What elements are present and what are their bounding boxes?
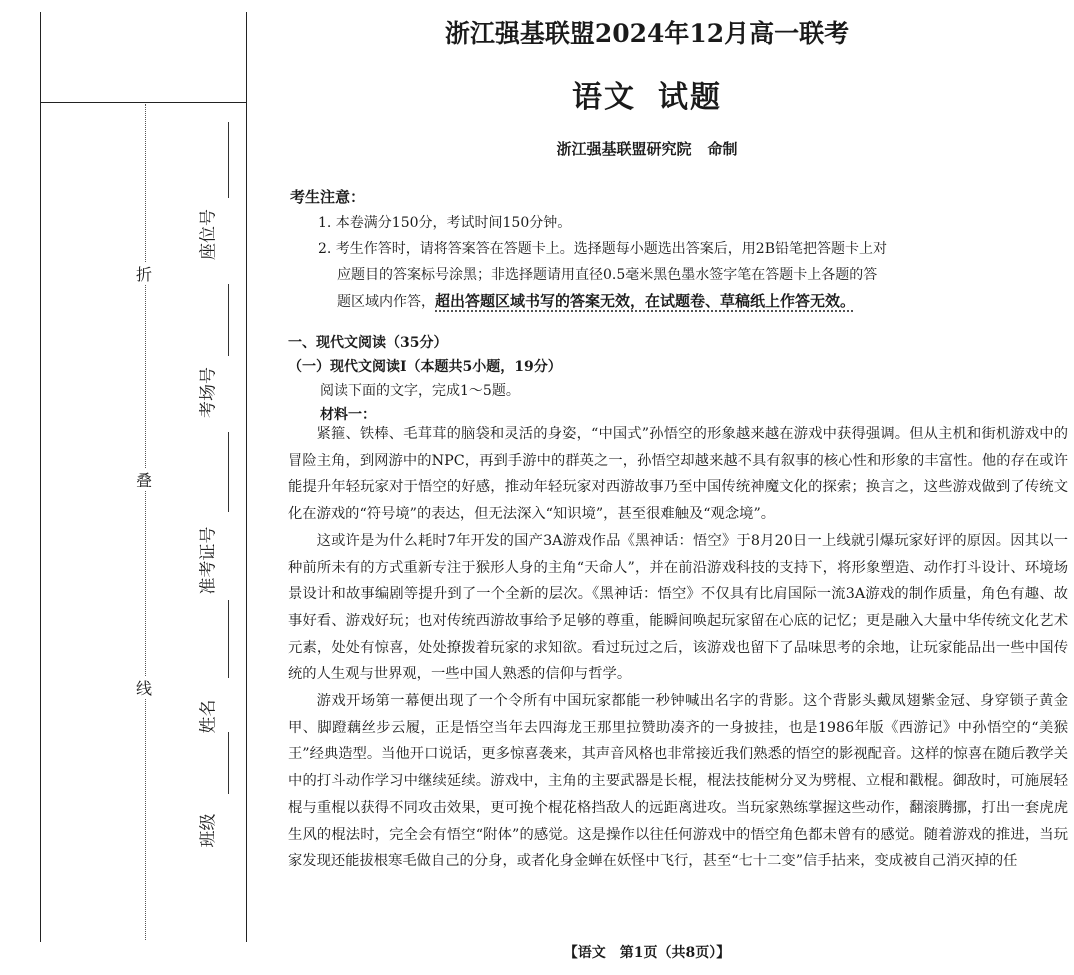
material-label: 材料一： bbox=[320, 407, 376, 423]
paragraph-1: 紧箍、铁棒、毛茸茸的脑袋和灵活的身姿，“中国式”孙悟空的形象越来越在游戏中获得强调。但从主机和街机游戏中的冒险主角，到网游中的NPC，再到手游中的群英之一，孙悟空却越来越不具有叙事的核心性和形象的丰富性。他的存在或许能提升年轻玩家对于悟空的好感，推动年轻玩家对西游故事乃至中国传统神魔文化的探索；换言之，这些游戏做到了传统文化在游戏的“符号境”的表达，但无法深入“知识境”，甚至很难触及“观念境”。 bbox=[288, 426, 1068, 523]
margin-top-rule bbox=[40, 102, 246, 103]
passage-body bbox=[288, 421, 1068, 875]
subject-type: 试题 bbox=[658, 80, 722, 115]
notice-item-2-line-2: 应题目的答案标号涂黑；非选择题请用直径0.5毫米黑色墨水签字笔在答题卡上各题的答 bbox=[337, 267, 878, 283]
notice-item-1: 1. 本卷满分150分，考试时间150分钟。 bbox=[318, 215, 572, 231]
fold-char-3: 线 bbox=[136, 676, 152, 699]
notice-emphasis: 超出答题区域书写的答案无效，在试题卷、草稿纸上作答无效。 bbox=[435, 292, 856, 310]
paragraph-3: 游戏开场第一幕便出现了一个令所有中国玩家都能一秒钟喊出名字的背影。这个背影头戴凤翅紫金冠、身穿锁子黄金甲、脚蹬藕丝步云履，正是悟空当年去四海龙王那里拉赞助凑齐的一身披挂，也是1986年版《西游记》中孙悟空的“美猴王”经典造型。当他开口说话，更多惊喜袭来，其声音风格也非常接近我们熟悉的悟空的影视配音。这样的惊喜在随后教学关中的打斗动作学习中继续延续。游戏中，主角的主要武器是长棍，棍法技能树分叉为劈棍、立棍和戳棍。御敌时，可施展轻棍与重棍以获得不同攻击效果，更可挽个棍花格挡敌人的远距离进攻。当玩家熟练掌握这些动作，翻滚腾挪，打出一套虎虎生风的棍法时，完全会有悟空“附体”的感觉。这是操作以往任何游戏中的悟空角色都未曾有的感觉。随着游戏的推进，当玩家发现还能拔根寒毛做自己的分身，或者化身金蝉在妖怪中飞行，甚至“七十二变”信手拈来，变成被自己消灭掉的任 bbox=[288, 693, 1068, 870]
page-footer: 【语文 第1页（共8页）】 bbox=[563, 945, 731, 961]
class-line[interactable] bbox=[228, 732, 229, 794]
room-number-label: 考场号 bbox=[198, 367, 219, 418]
author-role: 命制 bbox=[707, 140, 738, 158]
subject-name: 语文 bbox=[572, 80, 636, 115]
fold-char-1: 折 bbox=[136, 262, 152, 285]
class-label: 班级 bbox=[198, 813, 219, 848]
author-org: 浙江强基联盟研究院 bbox=[556, 140, 692, 158]
exam-title: 浙江强基联盟2024年12月高一联考 bbox=[444, 19, 850, 48]
notice-item-2-text: 题区域内作答， bbox=[337, 294, 435, 310]
seat-number-label: 座位号 bbox=[198, 209, 219, 260]
fold-char-2: 叠 bbox=[136, 468, 152, 491]
exam-id-label: 准考证号 bbox=[198, 526, 219, 595]
paragraph-2: 这或许是为什么耗时7年开发的国产3A游戏作品《黑神话：悟空》于8月20日一上线就引爆玩家好评的原因。因其以一种前所未有的方式重新专注于猴形人身的主角“天命人”，并在前沿游戏科技的支持下，将形象塑造、动作打斗设计、环境场景设计和故事编剧等提升到了一个全新的层次。《黑神话：悟空》不仅具有比肩国际一流3A游戏的制作质量，角色有趣、故事好看、游戏好玩；也对传统西游故事给予足够的尊重，能瞬间唤起玩家留在心底的记忆；更是融入大量中华传统文化艺术元素，处处有惊喜，处处撩拨着玩家的求知欲。看过玩过之后，该游戏也留下了品味思考的余地，让玩家能品出一些中国传统的人生观与世界观，一些中国人熟悉的信仰与哲学。 bbox=[288, 532, 1068, 683]
name-line[interactable] bbox=[228, 600, 229, 678]
seat-number-line[interactable] bbox=[228, 122, 229, 198]
section-heading: 一、现代文阅读（35分） bbox=[288, 335, 448, 351]
margin-left-rule bbox=[40, 12, 41, 942]
exam-id-line[interactable] bbox=[228, 432, 229, 512]
name-label: 姓名 bbox=[198, 699, 219, 734]
notice-heading: 考生注意： bbox=[290, 188, 366, 206]
notice-item-2-line-3 bbox=[337, 288, 917, 315]
reading-instruction: 阅读下面的文字，完成1～5题。 bbox=[320, 383, 520, 399]
notice-item-2-line-1: 2. 考生作答时，请将答案答在答题卡上。选择题每小题选出答案后，用2B铅笔把答题卡上对 bbox=[318, 241, 888, 257]
subsection-heading: （一）现代文阅读Ⅰ（本题共5小题，19分） bbox=[288, 359, 562, 375]
room-number-line[interactable] bbox=[228, 284, 229, 356]
margin-right-rule bbox=[246, 12, 247, 942]
exam-author bbox=[262, 138, 1032, 159]
exam-subject bbox=[262, 72, 1032, 116]
fold-dotted-line bbox=[145, 104, 146, 940]
